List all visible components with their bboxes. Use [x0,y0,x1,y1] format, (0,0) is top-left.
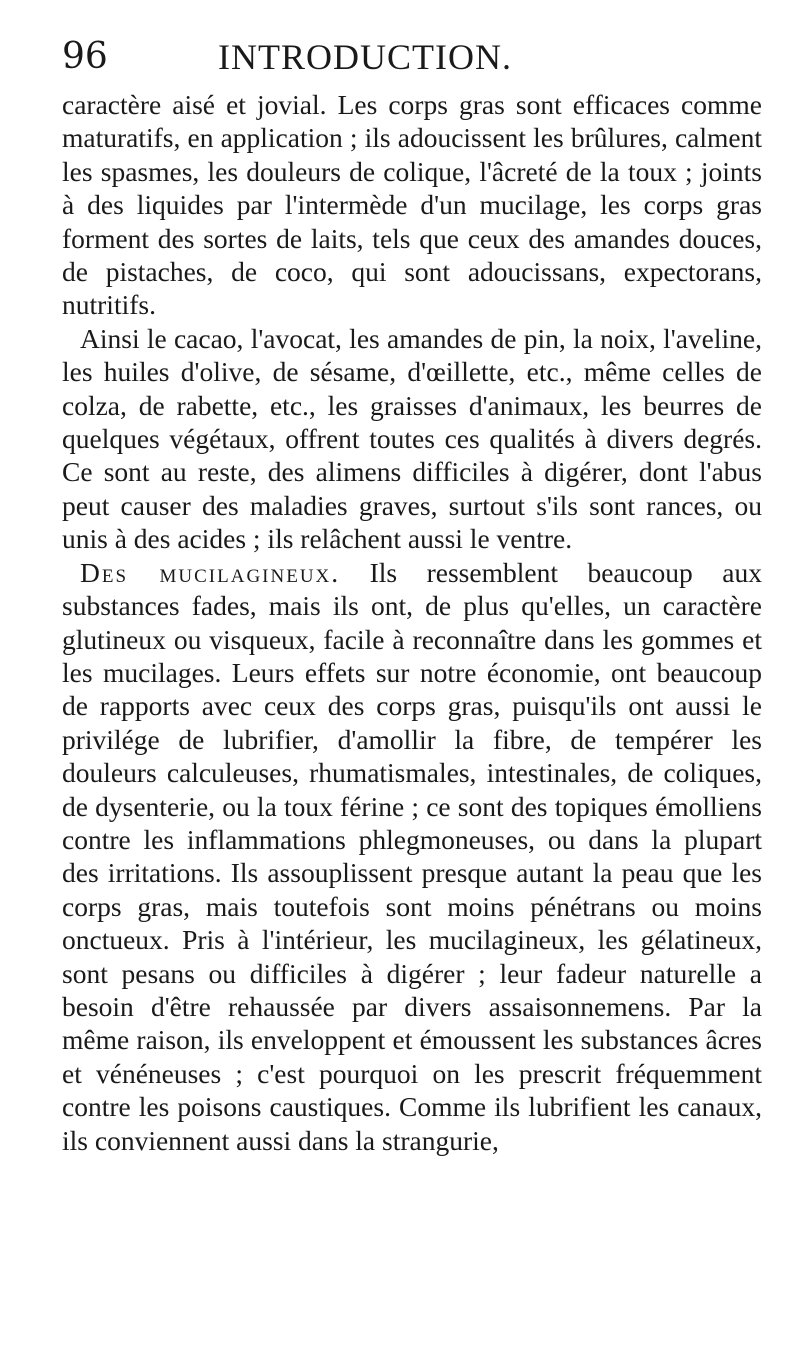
page-header [0,30,800,82]
paragraph-1: caractère aisé et jovial. Les corps gras sont efficaces comme maturatifs, en application ; ils adoucissent les brûlures, calment les spasmes, les douleurs de colique, l'âcreté de la toux ; joints à des liquides par l'intermède d'un mucilage, les corps gras forment des sortes de laits, tels que ceux des amandes douces, de pistaches, de coco, qui sont adoucissans, expectorans, nutritifs. [62,89,762,321]
paragraph-3 [62,556,762,1157]
section-heading-mucilagineux: Des mucilagineux. [80,556,341,588]
paragraph-2: Ainsi le cacao, l'avocat, les amandes de pin, la noix, l'aveline, les huiles d'olive, de sésame, d'œillette, etc., même celles de colza, de rabette, etc., les graisses d'animaux, les beurres de quelques végétaux, offrent toutes ces qualités à divers degrés. Ce sont au reste, des alimens difficiles à digérer, dont l'abus peut causer des maladies graves, surtout s'ils sont rances, ou unis à des acides ; ils relâchent aussi le ventre. [62,322,762,555]
paragraph-3-text: Ils ressemblent beaucoup aux substances fades, mais ils ont, de plus qu'elles, un caractère glutineux ou visqueux, facile à reconnaître dans les gommes et les mucilages. Leurs effets sur notre économie, ont beaucoup de rapports avec ceux des corps gras, puisqu'ils ont aussi le privilége de lubrifier, d'amollir la fibre, de tempérer les douleurs calculeuses, rhumatismales, intestinales, de coliques, de dysenterie, ou la toux férine ; ce sont des topiques émolliens contre les inflammations phlegmoneuses, ou dans la plupart des irritations. Ils assouplissent presque autant la peau que les corps gras, mais toutefois sont moins pénétrans ou moins onctueux. Pris à l'intérieur, les mucilagineux, les gélatineux, sont pesans ou difficiles à digérer ; leur fadeur naturelle a besoin d'être rehaussée par divers assaisonnemens. Par la même raison, ils enveloppent et émoussent les substances âcres et vénéneuses ; c'est pourquoi on les prescrit fréquemment contre les poisons caustiques. Comme ils lubrifient les canaux, ils conviennent aussi dans la strangurie, [62,556,762,1156]
page-number: 96 [62,36,108,77]
running-title: INTRODUCTION. [218,37,512,77]
body-text [62,88,762,1157]
